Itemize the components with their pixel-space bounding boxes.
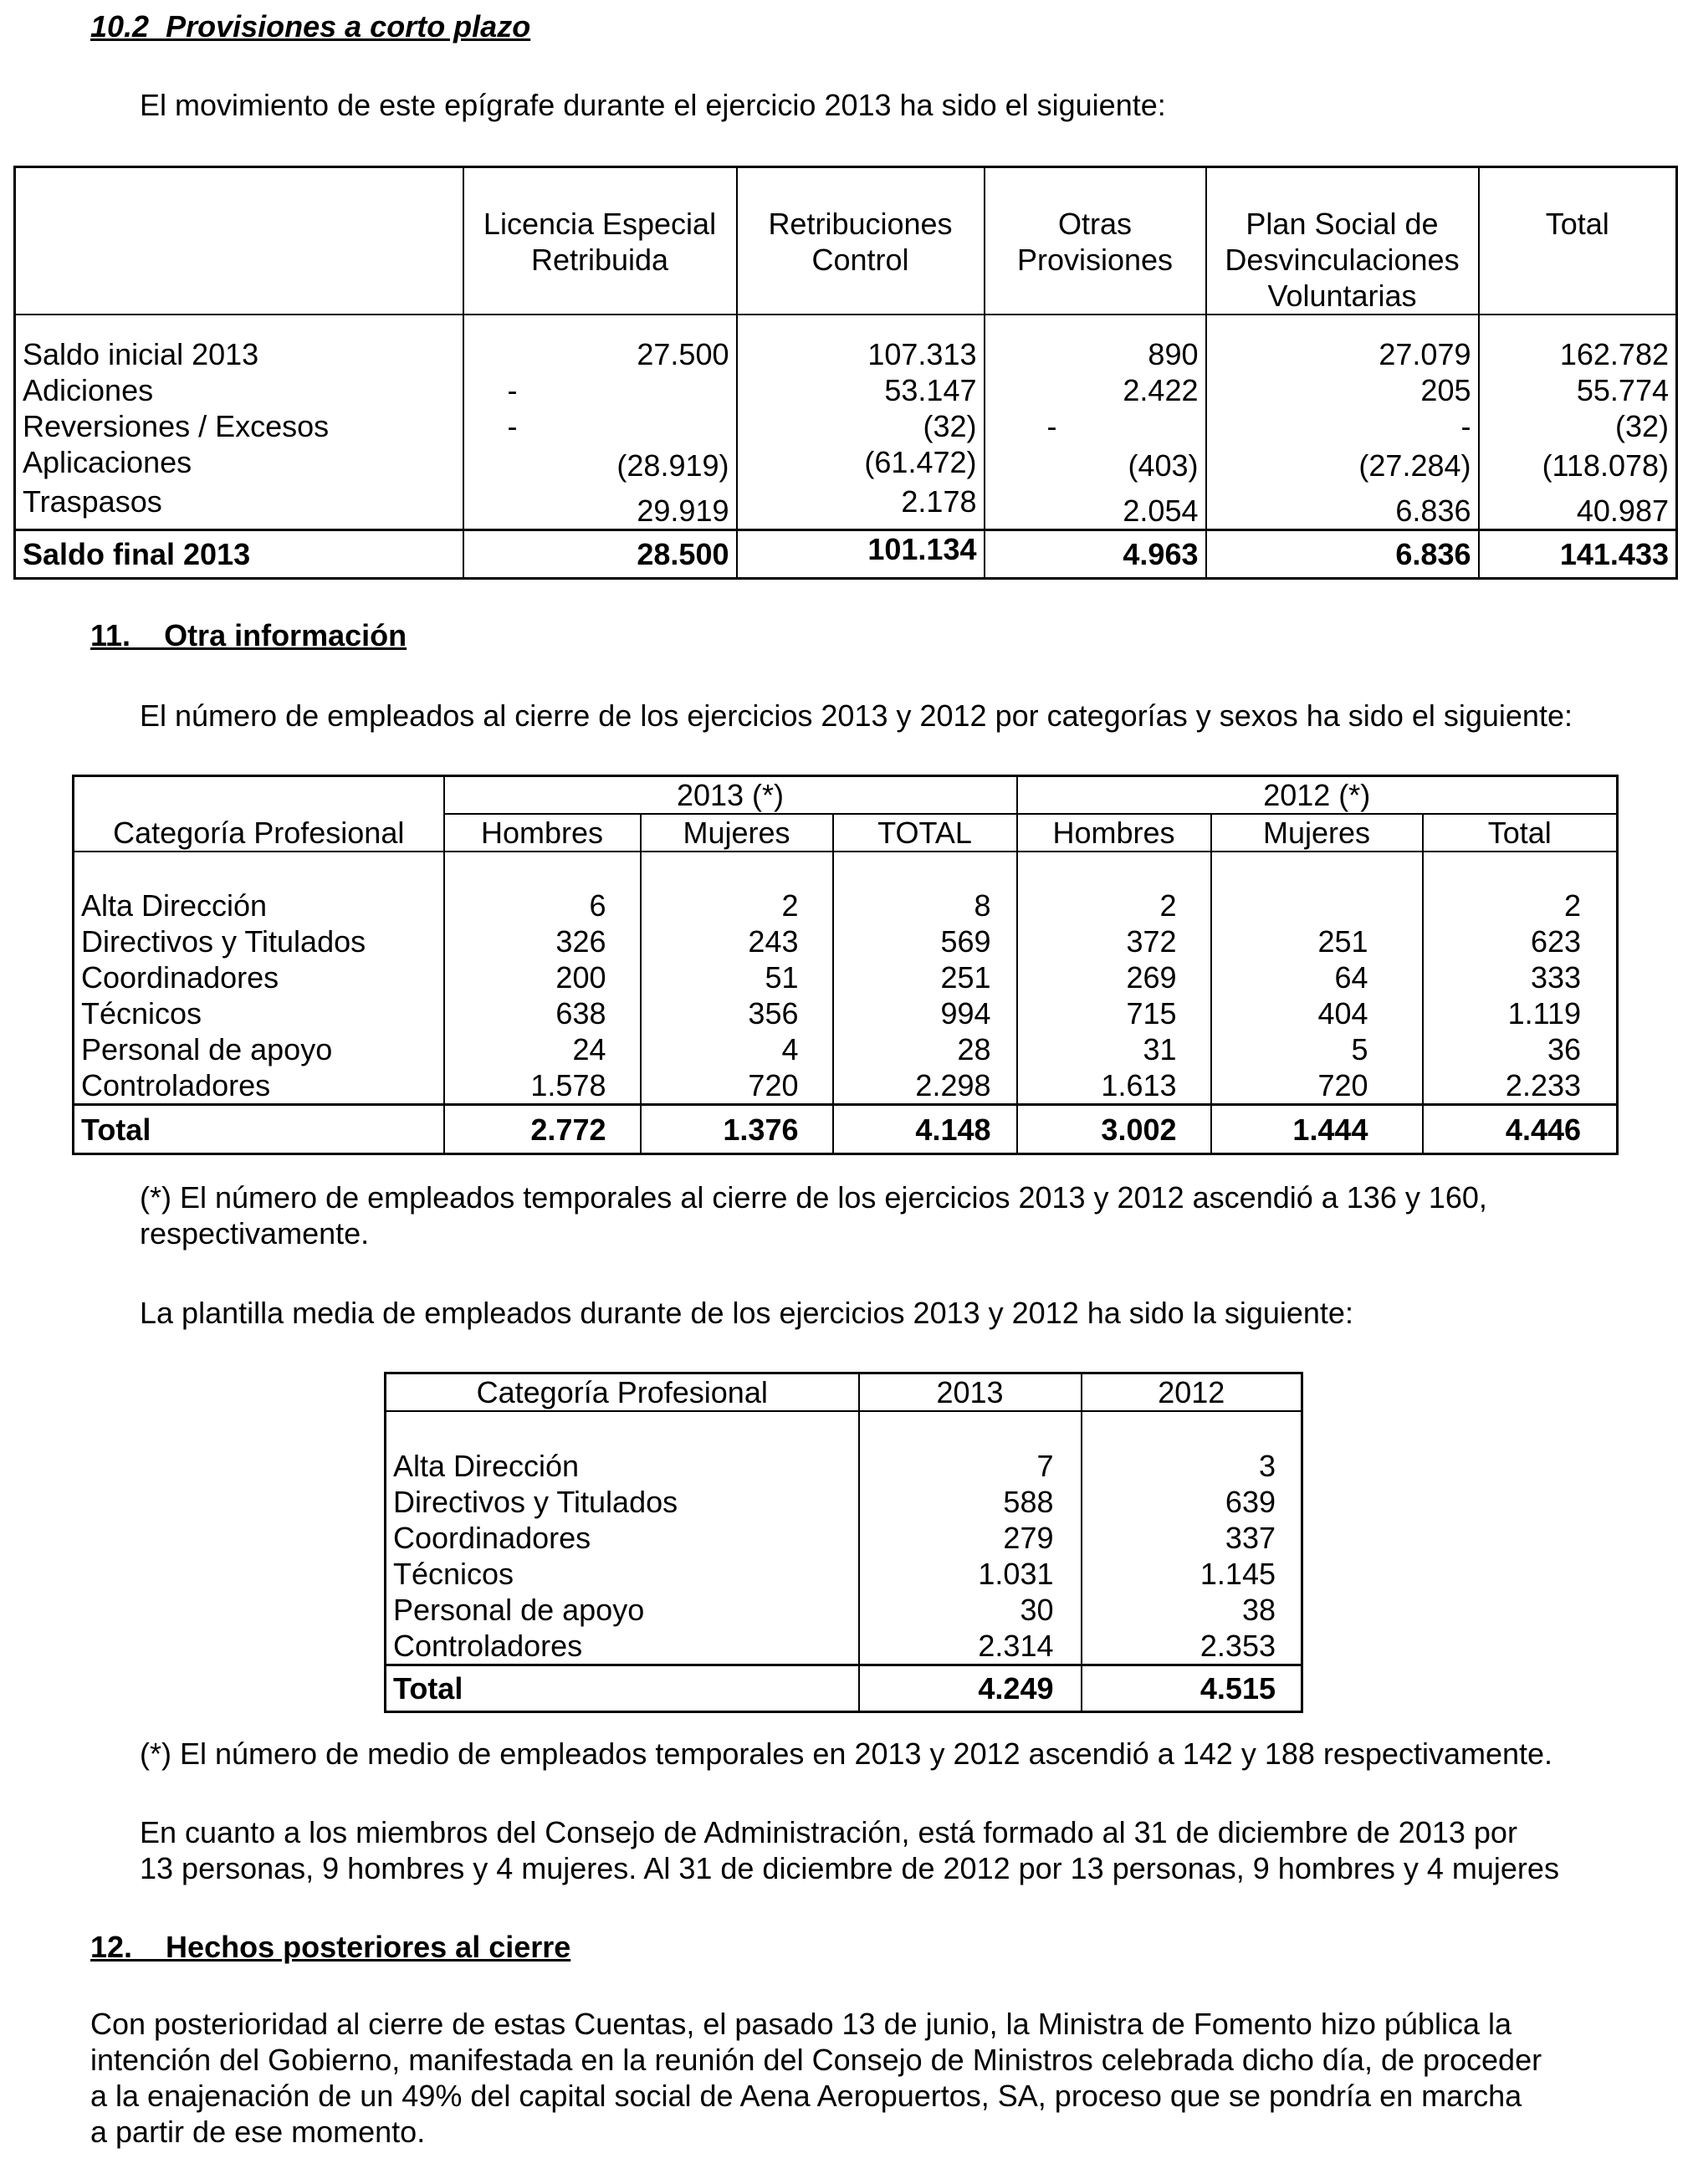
cell-value: 64 [1211, 959, 1423, 995]
cell-value: 720 [1211, 1067, 1423, 1105]
total-value: 141.433 [1479, 529, 1677, 578]
paragraph-line: intención del Gobierno, manifestada en la reunión del Consejo de Ministros celebrada dicho día, de proceder [90, 2043, 1542, 2077]
cell-value: 890 [985, 315, 1206, 372]
cell-value: 27.500 [463, 315, 737, 372]
year-header-2013: 2013 (*) [444, 776, 1017, 815]
provisions-table [13, 166, 1678, 580]
cell-value: 5 [1211, 1031, 1423, 1067]
cell-value: 2 [1017, 852, 1211, 923]
cell-value: 269 [1017, 959, 1211, 995]
cell-value: 2.054 [985, 483, 1206, 529]
paragraph-line: En cuanto a los miembros del Consejo de Administración, está formado al 31 de diciembre de 2013 por [140, 1815, 1517, 1849]
total-value: 4.249 [859, 1665, 1082, 1712]
row-label: Coordinadores [393, 1521, 591, 1555]
cell-value: 36 [1423, 1031, 1618, 1067]
cell-value: - [1206, 408, 1479, 444]
employees-row [74, 923, 1618, 959]
cell-value: 38 [1082, 1592, 1302, 1628]
average-staff-row [386, 1484, 1302, 1520]
cell-value: 200 [444, 959, 641, 995]
total-value: 4.515 [1082, 1665, 1302, 1712]
footnote-line: respectivamente. [140, 1216, 370, 1251]
paragraph-line: a la enajenación de un 49% del capital social de Aena Aeropuertos, SA, proceso que se pondría en marcha [90, 2079, 1522, 2113]
board-paragraph [140, 1814, 1559, 1886]
cell-value: 569 [833, 923, 1017, 959]
sub-header: Total [1423, 814, 1618, 852]
cell-value: (403) [985, 444, 1206, 483]
employees-row [74, 1031, 1618, 1067]
cell-value: (32) [1479, 408, 1677, 444]
cell-value: 1.578 [444, 1067, 641, 1105]
cell-value: 53.147 [737, 372, 985, 408]
cell-value: 6 [444, 852, 641, 923]
section-heading-12: 12. Hechos posteriores al cierre [90, 1930, 571, 1964]
paragraph-line: 13 personas, 9 hombres y 4 mujeres. Al 31 de diciembre de 2012 por 13 personas, 9 hombres y 4 mujeres [140, 1851, 1559, 1885]
cell-value: 1.613 [1017, 1067, 1211, 1105]
average-staff-footnote: (*) El número de medio de empleados temporales en 2013 y 2012 ascendió a 142 y 188 respectivamente. [140, 1736, 1553, 1771]
row-label: Saldo inicial 2013 [23, 337, 259, 371]
cell-value: 6.836 [1206, 483, 1479, 529]
total-value: 4.148 [833, 1105, 1017, 1154]
average-staff-total-row [386, 1665, 1302, 1712]
footnote-line: (*) El número de empleados temporales al cierre de los ejercicios 2013 y 2012 ascendió a 136 y 160, [140, 1180, 1487, 1215]
cell-value: 3 [1082, 1411, 1302, 1484]
cell-value: 2.353 [1082, 1628, 1302, 1665]
year-header: 2013 [859, 1373, 1082, 1412]
provisions-col-header: Otras Provisiones [985, 167, 1206, 315]
cell-value: 2 [1423, 852, 1618, 923]
section-heading-10-2: 10.2 Provisiones a corto plazo [90, 9, 531, 43]
cell-value: - [463, 372, 737, 408]
year-header: 2012 [1082, 1373, 1302, 1412]
cell-value: 715 [1017, 995, 1211, 1031]
paragraph-line: Con posterioridad al cierre de estas Cuentas, el pasado 13 de junio, la Ministra de Fomento hizo pública la [90, 2007, 1512, 2041]
cell-value: 337 [1082, 1520, 1302, 1556]
subsequent-events-paragraph [90, 2006, 1542, 2150]
cell-value: (118.078) [1479, 444, 1677, 483]
cell-value: 162.782 [1479, 315, 1677, 372]
row-label: Directivos y Titulados [393, 1485, 678, 1519]
provisions-row [15, 483, 1677, 529]
cell-value: 251 [833, 959, 1017, 995]
row-label: Alta Dirección [81, 888, 268, 923]
total-value: 3.002 [1017, 1105, 1211, 1154]
cell-value: 2.422 [985, 372, 1206, 408]
row-label: Personal de apoyo [393, 1593, 645, 1627]
total-label: Saldo final 2013 [15, 529, 463, 578]
cell-value: (27.284) [1206, 444, 1479, 483]
cell-value: 51 [641, 959, 833, 995]
cell-value: 372 [1017, 923, 1211, 959]
cell-value: 2.178 [737, 483, 985, 529]
cell-value: 638 [444, 995, 641, 1031]
cell-value: 40.987 [1479, 483, 1677, 529]
total-value: 1.444 [1211, 1105, 1423, 1154]
employees-row [74, 1067, 1618, 1105]
row-label: Controladores [393, 1629, 583, 1663]
cell-value [1211, 852, 1423, 923]
cell-value: (32) [737, 408, 985, 444]
cell-value: 4 [641, 1031, 833, 1067]
provisions-col-header: Retribuciones Control [737, 167, 985, 315]
cell-value: 29.919 [463, 483, 737, 529]
employees-row [74, 995, 1618, 1031]
average-staff-row [386, 1628, 1302, 1665]
provisions-col-header: Licencia Especial Retribuida [463, 167, 737, 315]
cell-value: 30 [859, 1592, 1082, 1628]
average-staff-header-row [386, 1373, 1302, 1412]
total-value: 4.963 [985, 529, 1206, 578]
cell-value: 205 [1206, 372, 1479, 408]
paragraph-line: a partir de ese momento. [90, 2115, 426, 2149]
sub-header: Mujeres [641, 814, 833, 852]
cell-value: 404 [1211, 995, 1423, 1031]
cell-value: 994 [833, 995, 1017, 1031]
sub-header: Mujeres [1211, 814, 1423, 852]
cell-value: 326 [444, 923, 641, 959]
employees-row [74, 852, 1618, 923]
cell-value: 356 [641, 995, 833, 1031]
cell-value: 24 [444, 1031, 641, 1067]
total-label: Total [386, 1665, 859, 1712]
sub-header: Hombres [444, 814, 641, 852]
employees-footnote [140, 1179, 1487, 1251]
row-label: Técnicos [81, 996, 202, 1031]
employees-table [72, 775, 1619, 1155]
section-11-intro: El número de empleados al cierre de los ejercicios 2013 y 2012 por categorías y sexos ha sido el siguiente: [140, 698, 1573, 733]
average-staff-row [386, 1520, 1302, 1556]
cell-value: 27.079 [1206, 315, 1479, 372]
section-heading-11: 11. Otra información [90, 618, 407, 652]
row-label: Aplicaciones [23, 445, 192, 479]
total-label: Total [74, 1105, 444, 1154]
row-label: Alta Dirección [393, 1449, 580, 1483]
cell-value: 2.298 [833, 1067, 1017, 1105]
provisions-row [15, 315, 1677, 372]
cell-value: 2.314 [859, 1628, 1082, 1665]
provisions-col-header: Plan Social de Desvinculaciones Voluntarias [1206, 167, 1479, 315]
cell-value: 8 [833, 852, 1017, 923]
row-label: Coordinadores [81, 960, 279, 995]
row-label: Reversiones / Excesos [23, 409, 330, 443]
cell-value: 107.313 [737, 315, 985, 372]
cell-value: (28.919) [463, 444, 737, 483]
total-value: 4.446 [1423, 1105, 1618, 1154]
cell-value: (61.472) [737, 444, 985, 483]
cell-value: - [463, 408, 737, 444]
cell-value: 1.031 [859, 1556, 1082, 1592]
row-label: Adiciones [23, 373, 154, 407]
cell-value: 28 [833, 1031, 1017, 1067]
cell-value: 623 [1423, 923, 1618, 959]
cell-value: 251 [1211, 923, 1423, 959]
provisions-row [15, 444, 1677, 483]
cell-value: 639 [1082, 1484, 1302, 1520]
provisions-header-row [15, 167, 1677, 315]
sub-header: TOTAL [833, 814, 1017, 852]
provisions-row [15, 372, 1677, 408]
sub-header: Hombres [1017, 814, 1211, 852]
year-header-2012: 2012 (*) [1017, 776, 1618, 815]
average-staff-row [386, 1592, 1302, 1628]
provisions-col-header: Total [1479, 167, 1677, 315]
provisions-header-blank [15, 167, 463, 315]
employees-row [74, 959, 1618, 995]
average-staff-intro: La plantilla media de empleados durante de los ejercicios 2013 y 2012 ha sido la siguiente: [140, 1296, 1353, 1330]
cell-value: 588 [859, 1484, 1082, 1520]
total-value: 101.134 [737, 529, 985, 578]
cell-value: 1.145 [1082, 1556, 1302, 1592]
cell-value: 720 [641, 1067, 833, 1105]
total-value: 6.836 [1206, 529, 1479, 578]
category-header: Categoría Profesional [386, 1373, 859, 1412]
cell-value: 1.119 [1423, 995, 1618, 1031]
provisions-total-row [15, 529, 1677, 578]
total-value: 1.376 [641, 1105, 833, 1154]
cell-value: 2 [641, 852, 833, 923]
cell-value: - [985, 408, 1206, 444]
cell-value: 31 [1017, 1031, 1211, 1067]
category-header: Categoría Profesional [74, 776, 444, 852]
section-10-2-intro: El movimiento de este epígrafe durante el ejercicio 2013 ha sido el siguiente: [140, 88, 1166, 122]
cell-value: 279 [859, 1520, 1082, 1556]
row-label: Personal de apoyo [81, 1032, 333, 1066]
row-label: Técnicos [393, 1557, 514, 1591]
average-staff-row [386, 1556, 1302, 1592]
provisions-row [15, 408, 1677, 444]
cell-value: 7 [859, 1411, 1082, 1484]
cell-value: 55.774 [1479, 372, 1677, 408]
employees-year-header-row [74, 776, 1618, 815]
cell-value: 333 [1423, 959, 1618, 995]
total-value: 28.500 [463, 529, 737, 578]
row-label: Traspasos [23, 484, 162, 519]
cell-value: 2.233 [1423, 1067, 1618, 1105]
row-label: Directivos y Titulados [81, 924, 366, 959]
average-staff-row [386, 1411, 1302, 1484]
employees-total-row [74, 1105, 1618, 1154]
row-label: Controladores [81, 1068, 271, 1102]
total-value: 2.772 [444, 1105, 641, 1154]
cell-value: 243 [641, 923, 833, 959]
average-staff-table [384, 1372, 1303, 1713]
